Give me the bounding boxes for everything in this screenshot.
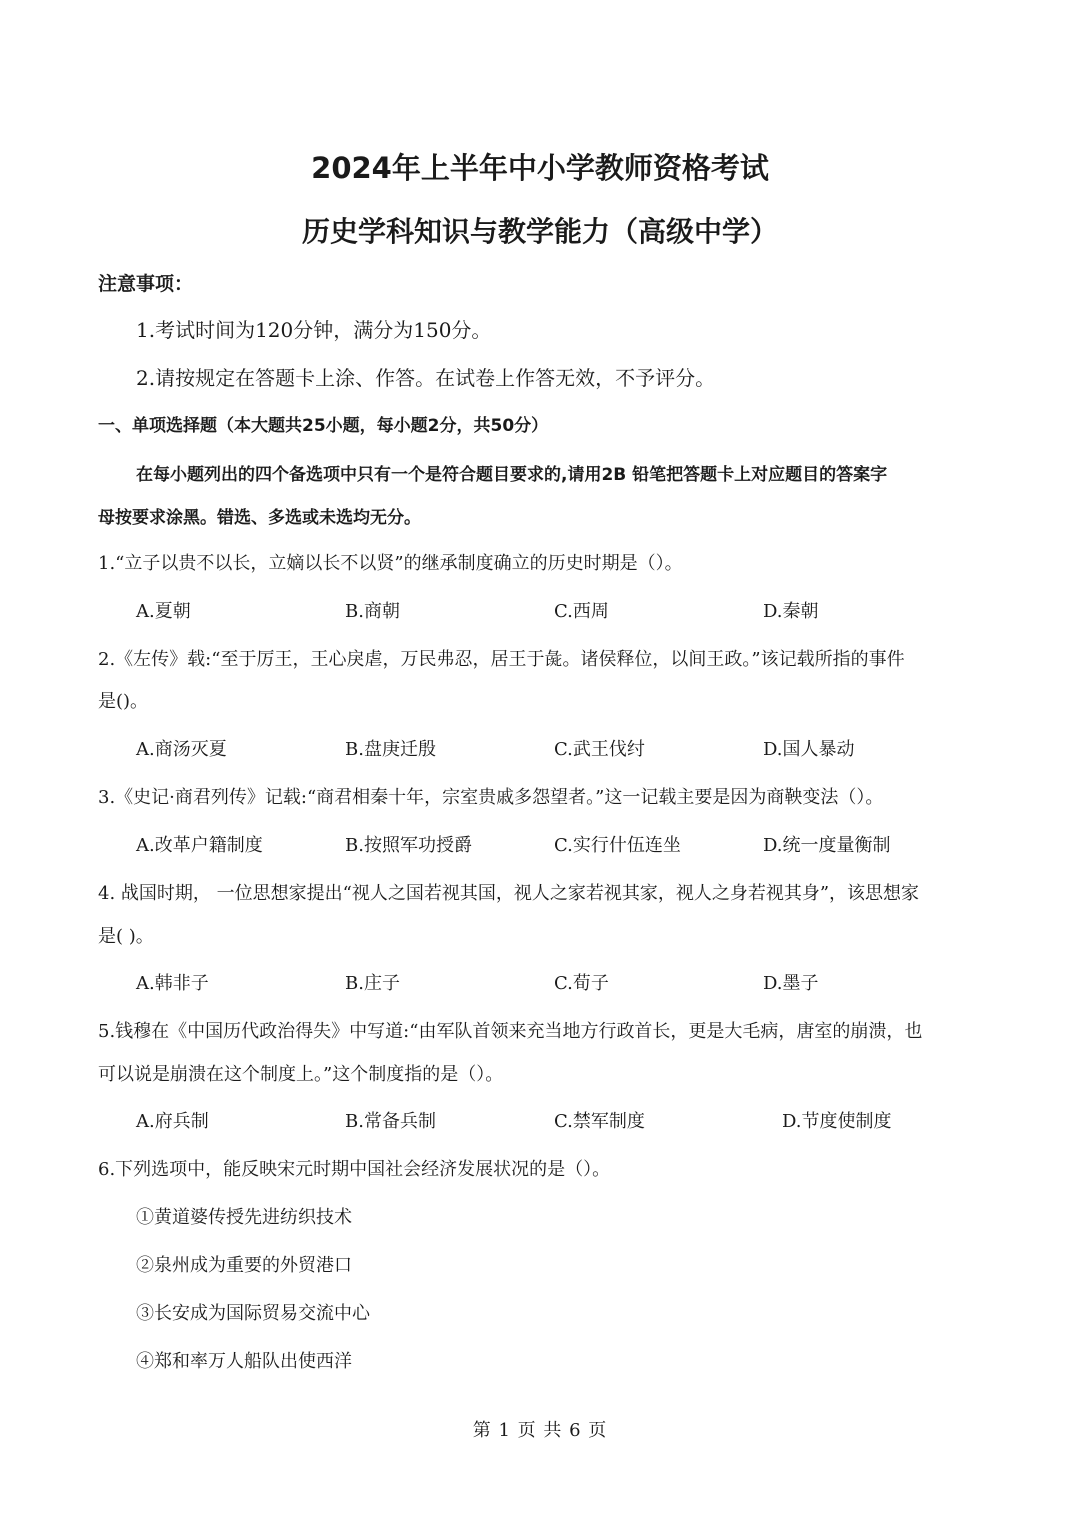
- notice-heading: 注意事项：: [98, 273, 194, 295]
- question-3-stem: 3.《史记·商君列传》记载:“商君相秦十年，宗室贵戚多怨望者。”这一记载主要是因为商鞅变法（）。: [98, 787, 884, 808]
- question-2-stem-line2: 是()。: [98, 691, 149, 712]
- section-instruction-line2: 母按要求涂黑。错选、多选或未选均无分。: [98, 508, 421, 528]
- question-3-option-c: C.实行什伍连坐: [554, 835, 681, 856]
- question-2-option-c: C.武王伐纣: [554, 739, 645, 760]
- question-2-option-b: B.盘庚迁殷: [345, 739, 436, 760]
- question-5-option-d: D.节度使制度: [782, 1111, 892, 1132]
- question-5-option-b: B.常备兵制: [345, 1111, 436, 1132]
- question-5-option-a: A.府兵制: [136, 1111, 209, 1132]
- question-6-item-3: ③长安成为国际贸易交流中心: [136, 1303, 370, 1324]
- question-6-item-2: ②泉州成为重要的外贸港口: [136, 1255, 352, 1276]
- question-5-stem-line1: 5.钱穆在《中国历代政治得失》中写道:“由军队首领来充当地方行政首长，更是大毛病，唐室的崩溃，也: [98, 1021, 923, 1042]
- question-4-stem-line1: 4. 战国时期， 一位思想家提出“视人之国若视其国，视人之家若视其家，视人之身若视其身”，该思想家: [98, 883, 920, 904]
- question-1-option-c: C.西周: [554, 601, 609, 622]
- section-instruction-line1: 在每小题列出的四个备选项中只有一个是符合题目要求的,请用2B 铅笔把答题卡上对应题目的答案字: [136, 465, 888, 485]
- question-1-option-d: D.秦朝: [763, 601, 819, 622]
- question-6-stem: 6.下列选项中，能反映宋元时期中国社会经济发展状况的是（）。: [98, 1159, 611, 1180]
- question-2-option-d: D.国人暴动: [763, 739, 855, 760]
- exam-title: 2024年上半年中小学教师资格考试: [311, 151, 769, 185]
- question-4-option-a: A.韩非子: [136, 973, 209, 994]
- question-6-item-4: ④郑和率万人船队出使西洋: [136, 1351, 352, 1372]
- question-3-option-b: B.按照军功授爵: [345, 835, 472, 856]
- question-3-option-a: A.改革户籍制度: [136, 835, 263, 856]
- notice-item-2: 2.请按规定在答题卡上涂、作答。在试卷上作答无效，不予评分。: [136, 366, 716, 390]
- question-4-option-c: C.荀子: [554, 973, 609, 994]
- exam-subtitle: 历史学科知识与教学能力（高级中学）: [301, 215, 778, 248]
- question-4-option-b: B.庄子: [345, 973, 400, 994]
- question-2-stem-line1: 2.《左传》载:“至于厉王，王心戾虐，万民弗忍，居王于彘。诸侯释位，以间王政。”该记载所指的事件: [98, 649, 905, 670]
- section-heading: 一、单项选择题（本大题共25小题，每小题2分，共50分）: [98, 416, 549, 436]
- page-number: 第 1 页 共 6 页: [472, 1420, 608, 1441]
- question-3-option-d: D.统一度量衡制: [763, 835, 891, 856]
- question-4-option-d: D.墨子: [763, 973, 819, 994]
- notice-item-1: 1.考试时间为120分钟，满分为150分。: [136, 318, 492, 342]
- question-2-option-a: A.商汤灭夏: [136, 739, 227, 760]
- question-5-option-c: C.禁军制度: [554, 1111, 645, 1132]
- question-1-stem: 1.“立子以贵不以长，立嫡以长不以贤”的继承制度确立的历史时期是（）。: [98, 553, 683, 574]
- question-1-option-a: A.夏朝: [136, 601, 191, 622]
- question-1-option-b: B.商朝: [345, 601, 400, 622]
- question-5-stem-line2: 可以说是崩溃在这个制度上。”这个制度指的是（）。: [98, 1064, 504, 1085]
- question-4-stem-line2: 是( )。: [98, 926, 154, 947]
- question-6-item-1: ①黄道婆传授先进纺织技术: [136, 1207, 352, 1228]
